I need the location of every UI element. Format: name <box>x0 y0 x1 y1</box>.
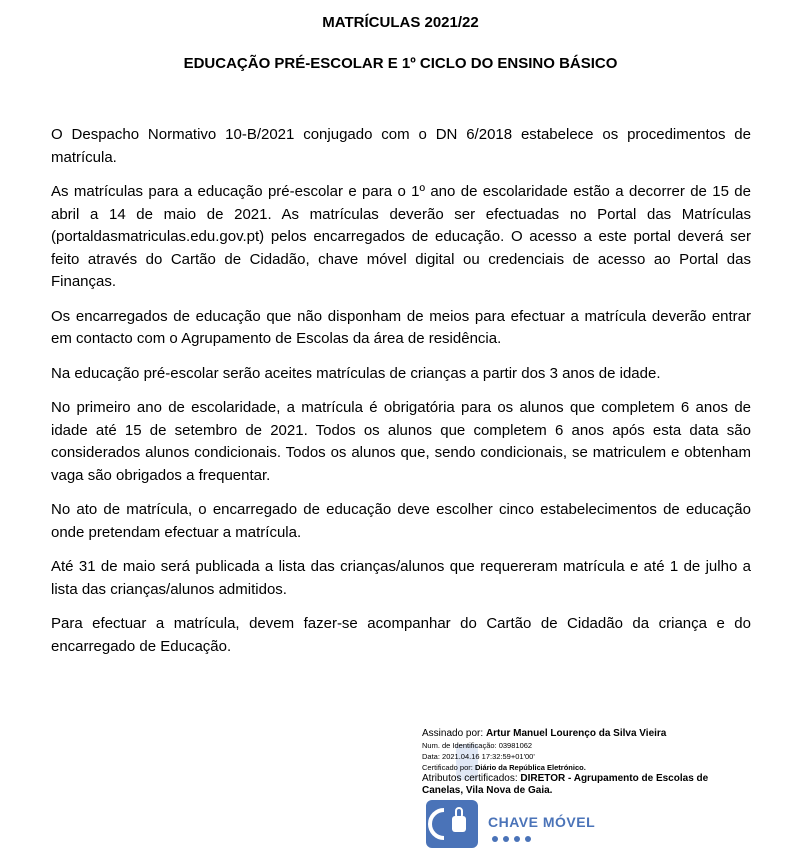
paragraph: As matrículas para a educação pré-escolar e para o 1º ano de escolaridade estão a decorrer de 15 de abril a 14 de maio de 2021. As matrículas deverão ser efectuadas no Portal das Matrículas (portaldasmatriculas.edu.gov.pt) pelos encarregados de educação. O acesso a este portal deverá ser feito através do Cartão de Cidadão, chave móvel digital ou credenciais de acesso ao Portal das Finanças. <box>51 183 751 290</box>
signed-by <box>422 728 712 740</box>
date-label: Data: <box>422 752 440 761</box>
signature-details <box>422 728 712 797</box>
attributes-value: DIRETOR - Agrupamento de Escolas de Canelas, Vila Nova de Gaia. <box>422 773 709 796</box>
dot <box>492 836 498 842</box>
certified-label: Certificado por: <box>422 763 473 772</box>
paragraph: No ato de matrícula, o encarregado de educação deve escolher cinco estabelecimentos de educação onde pretendam efectuar a matrícula. <box>51 501 751 541</box>
certified-by <box>422 762 712 773</box>
brand-dots <box>492 836 531 842</box>
certified-value: Diário da República Eletrónico. <box>474 763 586 772</box>
signed-by-label: Assinado por: <box>422 728 484 739</box>
document-subtitle: EDUCAÇÃO PRÉ-ESCOLAR E 1º CICLO DO ENSINO BÁSICO <box>183 55 618 72</box>
document-title: MATRÍCULAS 2021/22 <box>322 14 479 31</box>
dot <box>514 836 520 842</box>
paragraph: Os encarregados de educação que não disponham de meios para efectuar a matrícula deverão entrar em contacto com o Agrupamento de Escolas da área de residência. <box>51 307 751 347</box>
chave-movel-brand: CHAVE MÓVEL <box>488 814 596 830</box>
document-body <box>51 124 751 670</box>
dot <box>503 836 509 842</box>
paragraph: Até 31 de maio será publicada a lista das crianças/alunos que requereram matrícula e até 1 de julho a lista das crianças/alunos admitidos. <box>51 558 751 598</box>
date-value: 2021.04.16 17:32:59+01'00' <box>442 752 535 761</box>
dot <box>525 836 531 842</box>
attributes-label: Atributos certificados: <box>422 773 518 784</box>
paragraph: O Despacho Normativo 10-B/2021 conjugado com o DN 6/2018 estabelece os procedimentos de matrícula. <box>51 126 751 166</box>
id-label: Num. de Identificação: <box>422 741 497 750</box>
signer-name: Artur Manuel Lourenço da Silva Vieira <box>485 728 667 739</box>
paragraph: No primeiro ano de escolaridade, a matrícula é obrigatória para os alunos que completem 6 anos de idade até 15 de setembro de 2021. Todos os alunos que completem 6 anos após esta data são considerados alunos condicionais. Todos os alunos que, sendo condicionais, se matriculem e obtenham vaga são obrigados a frequentar. <box>51 399 751 484</box>
certified-attributes <box>422 773 712 797</box>
paragraph: Na educação pré-escolar serão aceites matrículas de crianças a partir dos 3 anos de idade. <box>51 364 661 382</box>
paragraph: Para efectuar a matrícula, devem fazer-se acompanhar do Cartão de Cidadão da criança e do encarregado de Educação. <box>51 615 751 655</box>
digital-signature[interactable] <box>422 728 712 856</box>
id-value: 03981062 <box>498 741 533 750</box>
signature-date <box>422 751 712 762</box>
identification-number <box>422 740 712 751</box>
